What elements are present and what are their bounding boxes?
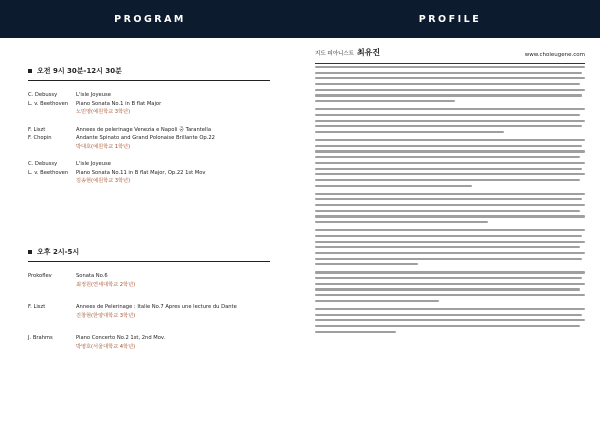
composer: J. Brahms: [28, 335, 53, 341]
session-title: 오후 2시-5시: [37, 248, 80, 256]
work-title: L'isle Joyeuse: [76, 92, 111, 98]
composer: F. Liszt: [28, 304, 46, 310]
composer: F. Liszt: [28, 126, 46, 133]
profile-name: 최유진: [356, 48, 381, 57]
square-bullet-icon: [28, 250, 32, 254]
program-header: PROGRAM: [114, 13, 186, 25]
session-heading: [28, 247, 270, 262]
work-title: Sonata No.6: [76, 273, 108, 279]
profile-header-bar: [300, 0, 600, 38]
program-item: [28, 303, 270, 320]
performer: 박대호(예원학교 1학년): [76, 143, 131, 150]
afternoon-session: [28, 247, 270, 360]
work-title: Piano Sonata No.11 in B flat Major, Op.22 1st Mov: [76, 169, 206, 176]
program-item: [28, 272, 270, 289]
bio-paragraph: [315, 193, 585, 224]
program-item: [28, 91, 270, 117]
performer: 김송현(예원학교 3학년): [76, 178, 131, 184]
bio-paragraph: [315, 271, 585, 302]
square-bullet-icon: [28, 69, 32, 73]
composer: C. Debussy: [28, 92, 58, 98]
morning-session: [28, 66, 270, 195]
bio-paragraph: [315, 308, 585, 333]
session-title: 오전 9시 30분-12시 30분: [37, 67, 122, 75]
session-heading: [28, 66, 270, 81]
work-title: Piano Sonata No.1 in B flat Major: [76, 100, 162, 107]
profile-website: www.choieugene.com: [524, 52, 585, 58]
composer: L. v. Beethoven: [28, 169, 69, 176]
profile-biography: [315, 66, 585, 339]
profile-heading: [315, 47, 585, 64]
program-item: [28, 160, 270, 186]
program-item: [28, 126, 270, 152]
composer: F. Chopin: [28, 135, 52, 141]
bio-paragraph: [315, 108, 585, 133]
program-item: [28, 334, 270, 351]
bio-paragraph: [315, 229, 585, 265]
work-title: Annees de Pelerinage : Italie No.7 Apres une lecture du Dante: [76, 304, 237, 310]
composer: L. v. Beethoven: [28, 100, 69, 107]
performer: 박영호(서울대학교 4학년): [76, 343, 136, 350]
work-title: Annees de pelerinage Venezia e Napoli 중 Tarantella: [76, 126, 212, 133]
performer: 진창현(한양대학교 3학년): [76, 312, 136, 319]
bio-paragraph: [315, 66, 585, 102]
work-title: L'isle Joyeuse: [76, 161, 111, 167]
composer: C. Debussy: [28, 161, 58, 167]
profile-role: 지도 피아니스트: [315, 51, 354, 57]
work-title: Andante Spinato and Grand Polonaise Brillante Op.22: [76, 135, 215, 141]
profile-title: [315, 47, 380, 58]
program-header-bar: [0, 0, 300, 38]
profile-header: PROFILE: [418, 13, 482, 25]
composer: Prokoflev: [28, 273, 52, 279]
profile-page: [300, 0, 600, 424]
bio-paragraph: [315, 139, 585, 187]
performer: 최정원(연세대학교 2학년): [76, 281, 136, 288]
work-title: Piano Concerto No.2 1st, 2nd Mov.: [76, 335, 166, 341]
performer: 노민영(예원학교 3학년): [76, 109, 131, 115]
